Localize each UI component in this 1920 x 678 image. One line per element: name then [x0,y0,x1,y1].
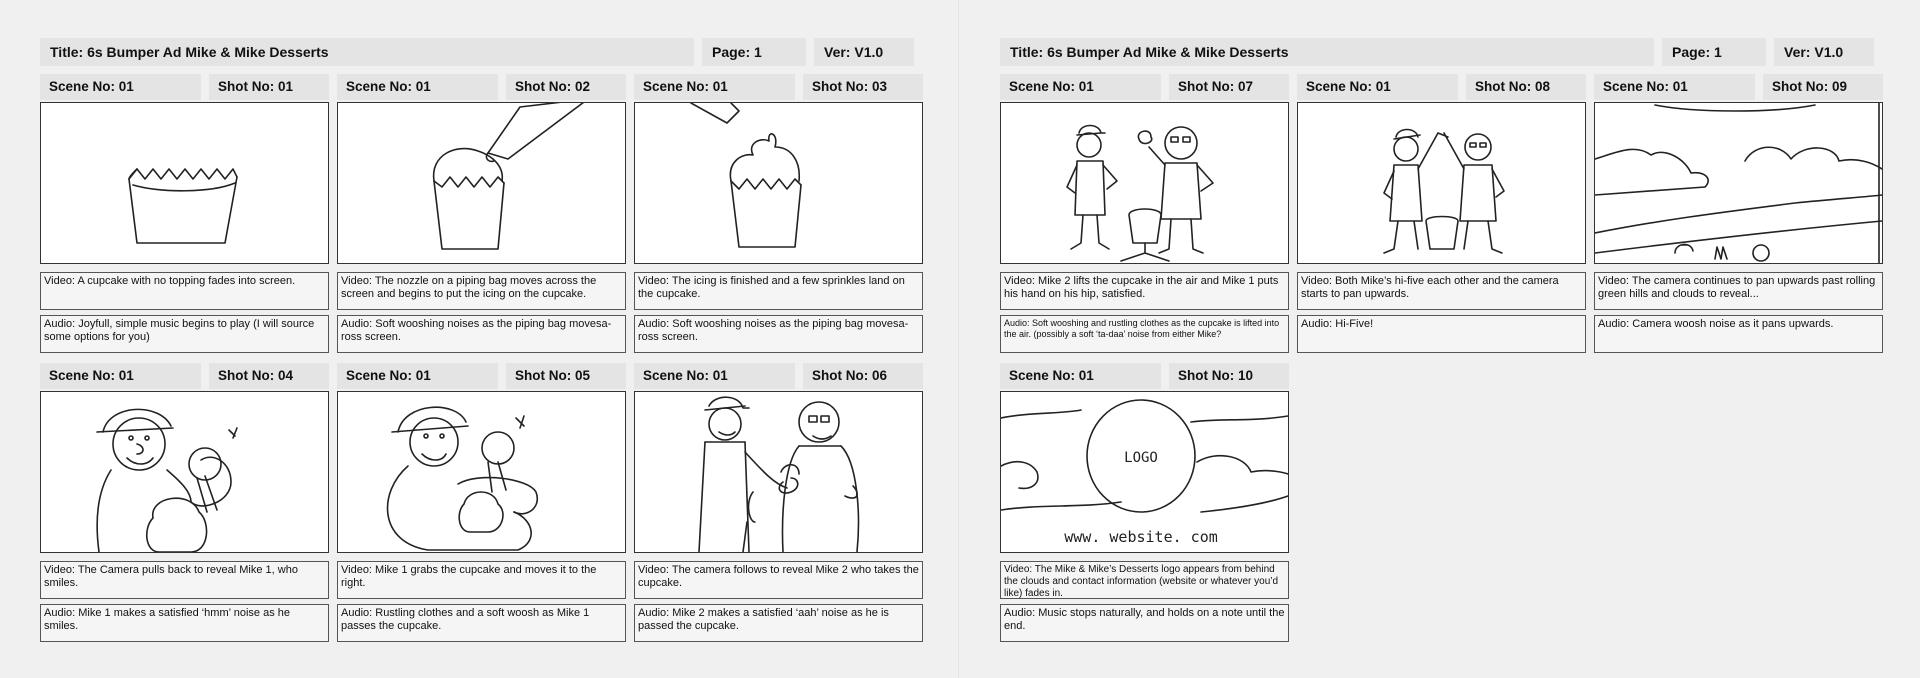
video-description: Video: Mike 1 grabs the cupcake and moves it to the right. [337,561,626,599]
audio-description: Audio: Soft wooshing and rustling clothes as the cupcake is lifted into the air. (possibly a soft ‘ta-daa’ noise from either Mike? [1000,315,1289,353]
shot-number: Shot No: 06 [803,363,923,389]
audio-description: Audio: Soft wooshing noises as the piping bag movesa-ross screen. [634,315,923,353]
storyboard-page-2 [1000,38,1882,642]
shot-number: Shot No: 01 [209,74,329,100]
storyboard-panel [1297,74,1586,353]
audio-description: Audio: Rustling clothes and a soft woosh as Mike 1 passes the cupcake. [337,604,626,642]
video-description: Video: The Mike & Mike’s Desserts logo appears from behind the clouds and contact information (website or whatever you’d like) fades in. [1000,561,1289,599]
scene-number: Scene No: 01 [634,363,795,389]
video-description: Video: Mike 2 lifts the cupcake in the air and Mike 1 puts his hand on his hip, satisfied. [1000,272,1289,310]
website-placeholder-text: www. website. com [1064,528,1218,546]
panel-header [1297,74,1586,100]
logo-placeholder-text: LOGO [1124,450,1158,466]
mike1-smiles-sketch [40,391,329,553]
piping-bag-sketch [337,102,626,264]
panel-row [1000,74,1882,353]
video-description: Video: A cupcake with no topping fades into screen. [40,272,329,310]
scene-number: Scene No: 01 [1594,74,1755,100]
logo-reveal-sketch [1000,391,1289,553]
scene-number: Scene No: 01 [1297,74,1458,100]
shot-number: Shot No: 04 [209,363,329,389]
storyboard-panel [40,363,329,642]
page-header [40,38,922,66]
scene-number: Scene No: 01 [40,74,201,100]
mike2-takes-cupcake-sketch [634,391,923,553]
audio-description: Audio: Music stops naturally, and holds on a note until the end. [1000,604,1289,642]
scene-number: Scene No: 01 [1000,74,1161,100]
storyboard-panel [1000,74,1289,353]
audio-description: Audio: Camera woosh noise as it pans upwards. [1594,315,1883,353]
page-header [1000,38,1882,66]
storyboard-panel [634,74,923,353]
panel-header [40,74,329,100]
version-label: Ver: V1.0 [814,38,914,66]
panel-header [634,363,923,389]
panel-header [337,74,626,100]
storyboard-page-1 [40,38,922,642]
panel-row [40,74,922,353]
video-description: Video: The icing is finished and a few sprinkles land on the cupcake. [634,272,923,310]
audio-description: Audio: Mike 1 makes a satisfied ‘hmm’ noise as he smiles. [40,604,329,642]
panel-header [337,363,626,389]
storyboard-title: Title: 6s Bumper Ad Mike & Mike Desserts [1000,38,1654,66]
scene-number: Scene No: 01 [40,363,201,389]
panel-header [1000,74,1289,100]
audio-description: Audio: Hi-Five! [1297,315,1586,353]
panel-row [40,363,922,642]
pan-to-sky-sketch [1594,102,1883,264]
scene-number: Scene No: 01 [337,363,498,389]
video-description: Video: Both Mike’s hi-five each other and the camera starts to pan upwards. [1297,272,1586,310]
page-divider [958,0,959,678]
audio-description: Audio: Joyfull, simple music begins to play (I will source some options for you) [40,315,329,353]
video-description: Video: The camera continues to pan upwards past rolling green hills and clouds to reveal... [1594,272,1883,310]
page-number: Page: 1 [702,38,806,66]
scene-number: Scene No: 01 [337,74,498,100]
audio-description: Audio: Mike 2 makes a satisfied ‘aah’ noise as he is passed the cupcake. [634,604,923,642]
version-label: Ver: V1.0 [1774,38,1874,66]
iced-cupcake-sketch [634,102,923,264]
plain-cupcake-sketch [40,102,329,264]
shot-number: Shot No: 08 [1466,74,1586,100]
storyboard-panel [40,74,329,353]
storyboard-panel [337,363,626,642]
scene-number: Scene No: 01 [634,74,795,100]
shot-number: Shot No: 09 [1763,74,1883,100]
storyboard-panel [1000,363,1289,642]
scene-number: Scene No: 01 [1000,363,1161,389]
page-number: Page: 1 [1662,38,1766,66]
storyboard-title: Title: 6s Bumper Ad Mike & Mike Desserts [40,38,694,66]
panel-header [1594,74,1883,100]
video-description: Video: The nozzle on a piping bag moves across the screen and begins to put the icing on the cupcake. [337,272,626,310]
hi-five-sketch [1297,102,1586,264]
panel-header [40,363,329,389]
video-description: Video: The camera follows to reveal Mike 2 who takes the cupcake. [634,561,923,599]
audio-description: Audio: Soft wooshing noises as the piping bag movesa-ross screen. [337,315,626,353]
shot-number: Shot No: 07 [1169,74,1289,100]
mike2-lifts-cupcake-sketch [1000,102,1289,264]
storyboard-panel [1594,74,1883,353]
shot-number: Shot No: 10 [1169,363,1289,389]
storyboard-panel [634,363,923,642]
panel-header [1000,363,1289,389]
shot-number: Shot No: 05 [506,363,626,389]
panel-header [634,74,923,100]
mike1-grabs-cupcake-sketch [337,391,626,553]
video-description: Video: The Camera pulls back to reveal Mike 1, who smiles. [40,561,329,599]
shot-number: Shot No: 02 [506,74,626,100]
shot-number: Shot No: 03 [803,74,923,100]
storyboard-panel [337,74,626,353]
panel-row [1000,363,1882,642]
